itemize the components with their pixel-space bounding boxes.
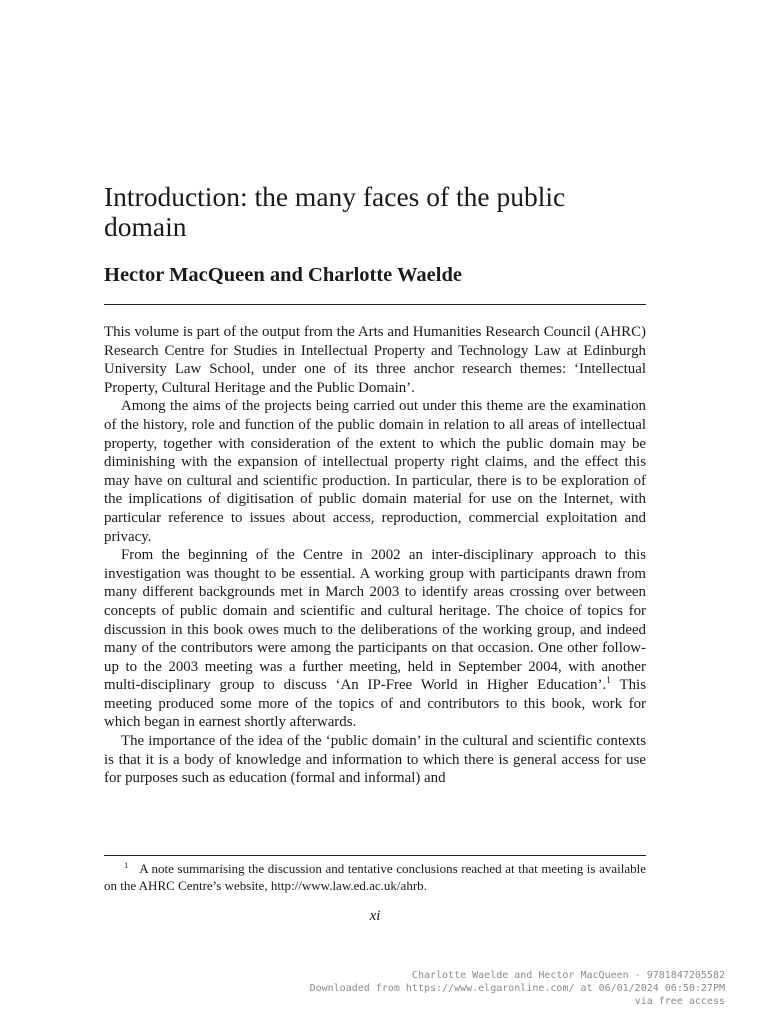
watermark-line-1: Charlotte Waelde and Hector MacQueen - 9781847205582 (411, 970, 725, 981)
footnote-number: 1 (124, 859, 129, 870)
chapter-authors: Hector MacQueen and Charlotte Waelde (104, 264, 462, 286)
download-watermark (310, 969, 725, 1009)
paragraph-3-continuation: meeting produced some more of the topics of and contributors to this book, work for which began in earnest shortly afterwards. (104, 695, 646, 731)
footnote-reference[interactable]: 1 (606, 676, 611, 687)
paragraph-2: Among the aims of the projects being carried out under this theme are the examination of the history, role and function of the public domain in relation to all areas of intellectual property, together with consideration of the extent to which the public domain may be diminishing with the expansion of intellectual property right claims, and the effect this may have on cultural and scientific production. In particular, there is to be exploration of the implications of digitisation of public domain material for use on the Internet, with particular reference to issues about access, reproduction, commercial exploitation and privacy. (104, 398, 646, 545)
page-number: xi (369, 908, 381, 924)
chapter-body (104, 323, 646, 788)
watermark-line-2: Downloaded from https://www.elgaronline.com/ at 06/01/2024 06:50:27PM (309, 983, 725, 995)
chapter-title: Introduction: the many faces of the public domain (104, 181, 566, 242)
title-divider (104, 304, 646, 305)
footnote (104, 861, 646, 894)
paragraph-3-after-marker: This (610, 677, 646, 694)
paragraph-1: This volume is part of the output from the Arts and Humanities Research Council (AHRC) Research Centre for Studies in Intellectual Property and Technology Law at Edinburgh University Law School, under one of its three anchor research themes: ‘Intellectual Property, Cultural Heritage and the Public Domain’. (104, 324, 646, 396)
footnote-divider (104, 855, 646, 856)
footnote-text: A note summarising the discussion and tentative conclusions reached at that meeting is available on the AHRC Centre’s website, http://www.law.ed.ac.uk/ahrb. (104, 861, 646, 893)
paragraph-4: The importance of the idea of the ‘public domain’ in the cultural and scientific contexts is that it is a body of knowledge and information to which there is general access for use for purposes such as education (formal and informal) and (104, 733, 646, 787)
paragraph-3 (104, 546, 646, 732)
watermark-line-3: via free access (634, 996, 725, 1008)
paragraph-3-text: From the beginning of the Centre in 2002 an inter-disciplinary approach to this investigation was thought to be essential. A working group with participants drawn from many different backgrounds met in March 2003 to identify areas crossing over between concepts of public domain and scientific and cultural heritage. The choice of topics for discussion in this book owes much to the deliberations of the working group, and indeed many of the contributors were among the participants on that occasion. One other follow-up to the 2003 meeting was a further meeting, held in September 2004, with another multi-disciplinary group to discuss ‘An IP-Free World in Higher Education’. (104, 547, 646, 694)
